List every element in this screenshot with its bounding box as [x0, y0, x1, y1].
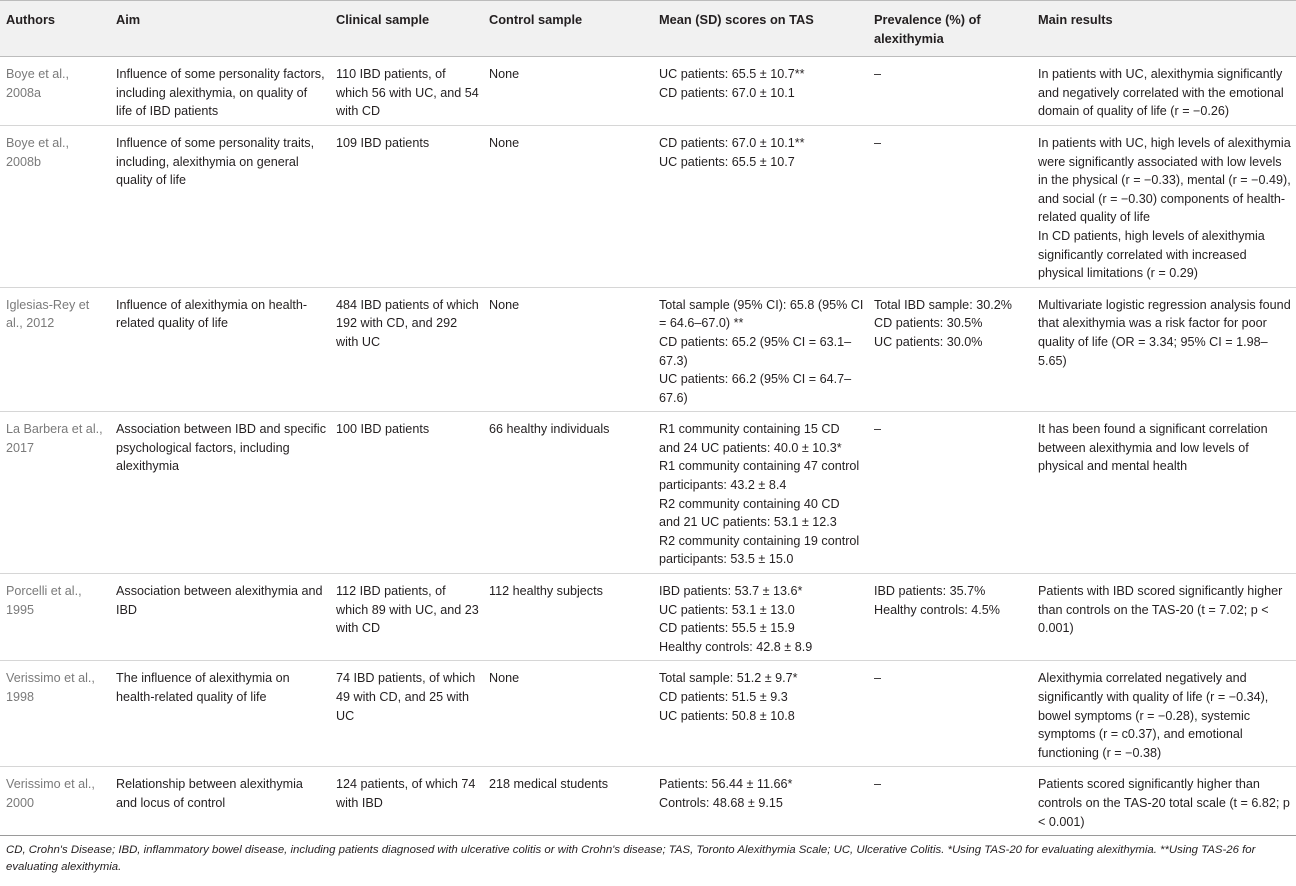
table-body	[0, 57, 1296, 836]
prevalence-cell	[868, 57, 1032, 126]
main-results-cell	[1032, 767, 1296, 836]
tas-scores-line: Healthy controls: 42.8 ± 8.9	[659, 639, 813, 654]
tas-scores-line: Controls: 48.68 ± 9.15	[659, 795, 783, 810]
main-results-cell	[1032, 412, 1296, 574]
clinical-sample-cell: 112 IBD patients, of which 89 with UC, and 23 with CD	[336, 584, 479, 636]
tas-scores-cell	[653, 767, 868, 836]
prevalence-line: UC patients: 30.0%	[874, 334, 983, 349]
main-results-cell	[1032, 125, 1296, 287]
authors-cell: Verissimo et al., 2000	[6, 777, 95, 810]
control-sample-cell: None	[489, 67, 520, 82]
tas-scores-cell	[653, 412, 868, 574]
prevalence-cell	[868, 574, 1032, 661]
column-header-authors: Authors	[0, 1, 110, 57]
prevalence-cell	[868, 287, 1032, 412]
prevalence-line: –	[874, 671, 882, 686]
column-header-control-sample: Control sample	[483, 1, 653, 57]
aim-cell: Association between alexithymia and IBD	[116, 584, 323, 617]
tas-scores-line: UC patients: 65.5 ± 10.7**	[659, 67, 805, 82]
column-header-main-results: Main results	[1032, 1, 1296, 57]
tas-scores-cell	[653, 574, 868, 661]
aim-cell: Relationship between alexithymia and locus of control	[116, 777, 303, 810]
prevalence-cell	[868, 412, 1032, 574]
aim-cell: Influence of some personality traits, including, alexithymia on general quality of life	[116, 135, 315, 188]
main-results-cell	[1032, 661, 1296, 767]
tas-scores-line: UC patients: 50.8 ± 10.8	[659, 708, 795, 723]
tas-scores-line: CD patients: 65.2 (95% CI = 63.1–67.3)	[659, 334, 852, 368]
column-header-clinical-sample: Clinical sample	[330, 1, 483, 57]
prevalence-line: –	[874, 422, 882, 437]
tas-scores-line: Total sample: 51.2 ± 9.7*	[659, 671, 798, 686]
table-row	[0, 661, 1296, 767]
clinical-sample-cell: 110 IBD patients, of which 56 with UC, and 54 with CD	[336, 67, 479, 119]
control-sample-cell: None	[489, 135, 520, 150]
aim-cell: The influence of alexithymia on health-related quality of life	[116, 671, 290, 704]
tas-scores-cell	[653, 57, 868, 126]
prevalence-cell	[868, 767, 1032, 836]
prevalence-line: CD patients: 30.5%	[874, 316, 983, 331]
tas-scores-line: CD patients: 51.5 ± 9.3	[659, 690, 788, 704]
authors-cell: Iglesias-Rey et al., 2012	[6, 297, 90, 331]
control-sample-cell: None	[489, 297, 520, 312]
control-sample-cell: 218 medical students	[489, 777, 609, 792]
aim-cell: Influence of some personality factors, including alexithymia, on quality of life of IBD patients	[116, 67, 325, 119]
column-header-prevalence: Prevalence (%) of alexithymia	[868, 1, 1032, 57]
tas-scores-line: UC patients: 53.1 ± 13.0	[659, 602, 795, 617]
tas-scores-line: CD patients: 55.5 ± 15.9	[659, 621, 795, 636]
table-row	[0, 125, 1296, 287]
main-results-cell	[1032, 574, 1296, 661]
main-results-line: Multivariate logistic regression analysis found that alexithymia was a risk factor for poor quality of life (OR = 3.34; 95% CI = 1.98–5.65)	[1038, 297, 1291, 368]
main-results-line: In patients with UC, alexithymia significantly and negatively correlated with the emotional domain of quality of life (r = −0.26)	[1038, 67, 1284, 119]
tas-scores-line: R1 community containing 15 CD and 24 UC patients: 40.0 ± 10.3*	[659, 422, 842, 455]
table-row	[0, 412, 1296, 574]
tas-scores-line: Patients: 56.44 ± 11.66*	[659, 777, 793, 792]
main-results-cell	[1032, 287, 1296, 412]
authors-cell: Verissimo et al., 1998	[6, 671, 95, 704]
column-header-aim: Aim	[110, 1, 330, 57]
authors-cell: Porcelli et al., 1995	[6, 584, 82, 617]
tas-scores-line: R2 community containing 40 CD and 21 UC patients: 53.1 ± 12.3	[659, 496, 840, 530]
table-row	[0, 574, 1296, 661]
aim-cell: Influence of alexithymia on health-related quality of life	[116, 297, 308, 331]
main-results-line: In patients with UC, high levels of alexithymia were significantly associated with low levels in the physical (r = −0.33), mental (r = −0.49), and social (r = −0.30) components of health-related quality of life	[1038, 135, 1291, 225]
main-results-cell	[1032, 57, 1296, 126]
authors-cell: Boye et al., 2008a	[6, 67, 70, 100]
tas-scores-line: R2 community containing 19 control participants: 53.5 ± 15.0	[659, 533, 860, 567]
tas-scores-line: CD patients: 67.0 ± 10.1	[659, 85, 795, 100]
control-sample-cell: 66 healthy individuals	[489, 422, 610, 437]
table-row	[0, 287, 1296, 412]
table-header-row	[0, 1, 1296, 57]
prevalence-cell	[868, 661, 1032, 767]
prevalence-line: Healthy controls: 4.5%	[874, 602, 1000, 617]
control-sample-cell: None	[489, 671, 520, 686]
tas-scores-cell	[653, 661, 868, 767]
tas-scores-line: IBD patients: 53.7 ± 13.6*	[659, 584, 803, 599]
clinical-sample-cell: 124 patients, of which 74 with IBD	[336, 777, 476, 810]
control-sample-cell: 112 healthy subjects	[489, 584, 603, 599]
main-results-line: Alexithymia correlated negatively and significantly with quality of life (r = −0.34), bowel symptoms (r = −0.28), systemic symptoms (r = c0.37), and emotional functioning (r = −0.38)	[1038, 671, 1269, 760]
table-footnote: CD, Crohn's Disease; IBD, inflammatory bowel disease, including patients diagnosed with ulcerative colitis or with Crohn's disease; TAS, Toronto Alexithymia Scale; UC, Ulcerative Colitis. *Using TAS-20 for evaluating alexithymia. **Using TAS-26 for evaluating alexithymia.	[6, 844, 1256, 873]
tas-scores-line: UC patients: 65.5 ± 10.7	[659, 154, 795, 169]
authors-cell: La Barbera et al., 2017	[6, 422, 103, 455]
tas-scores-cell	[653, 287, 868, 412]
tas-scores-line: R1 community containing 47 control participants: 43.2 ± 8.4	[659, 459, 860, 493]
tas-scores-cell	[653, 125, 868, 287]
table-row	[0, 767, 1296, 836]
prevalence-cell	[868, 125, 1032, 287]
clinical-sample-cell: 484 IBD patients of which 192 with CD, and 292 with UC	[336, 297, 479, 349]
column-header-tas-scores: Mean (SD) scores on TAS	[653, 1, 868, 57]
tas-scores-line: CD patients: 67.0 ± 10.1**	[659, 135, 805, 150]
authors-cell: Boye et al., 2008b	[6, 135, 70, 169]
main-results-line: It has been found a significant correlation between alexithymia and low levels of physical and mental health	[1038, 422, 1268, 474]
tas-scores-line: UC patients: 66.2 (95% CI = 64.7–67.6)	[659, 372, 852, 405]
prevalence-line: –	[874, 67, 882, 82]
tas-scores-line: Total sample (95% CI): 65.8 (95% CI = 64.6–67.0) **	[659, 297, 864, 331]
prevalence-line: –	[874, 777, 882, 792]
clinical-sample-cell: 74 IBD patients, of which 49 with CD, and 25 with UC	[336, 671, 476, 723]
main-results-line: Patients scored significantly higher than controls on the TAS-20 total scale (t = 6.82; p < 0.001)	[1038, 777, 1290, 829]
main-results-line: Patients with IBD scored significantly higher than controls on the TAS-20 (t = 7.02; p < 0.001)	[1038, 584, 1283, 636]
prevalence-line: IBD patients: 35.7%	[874, 584, 986, 599]
aim-cell: Association between IBD and specific psychological factors, including alexithymia	[116, 422, 327, 474]
prevalence-line: Total IBD sample: 30.2%	[874, 297, 1012, 312]
main-results-line: In CD patients, high levels of alexithymia significantly correlated with increased physical limitations (r = 0.29)	[1038, 228, 1265, 281]
clinical-sample-cell: 109 IBD patients	[336, 135, 430, 150]
prevalence-line: –	[874, 135, 882, 150]
clinical-sample-cell: 100 IBD patients	[336, 422, 430, 437]
table-row	[0, 57, 1296, 126]
